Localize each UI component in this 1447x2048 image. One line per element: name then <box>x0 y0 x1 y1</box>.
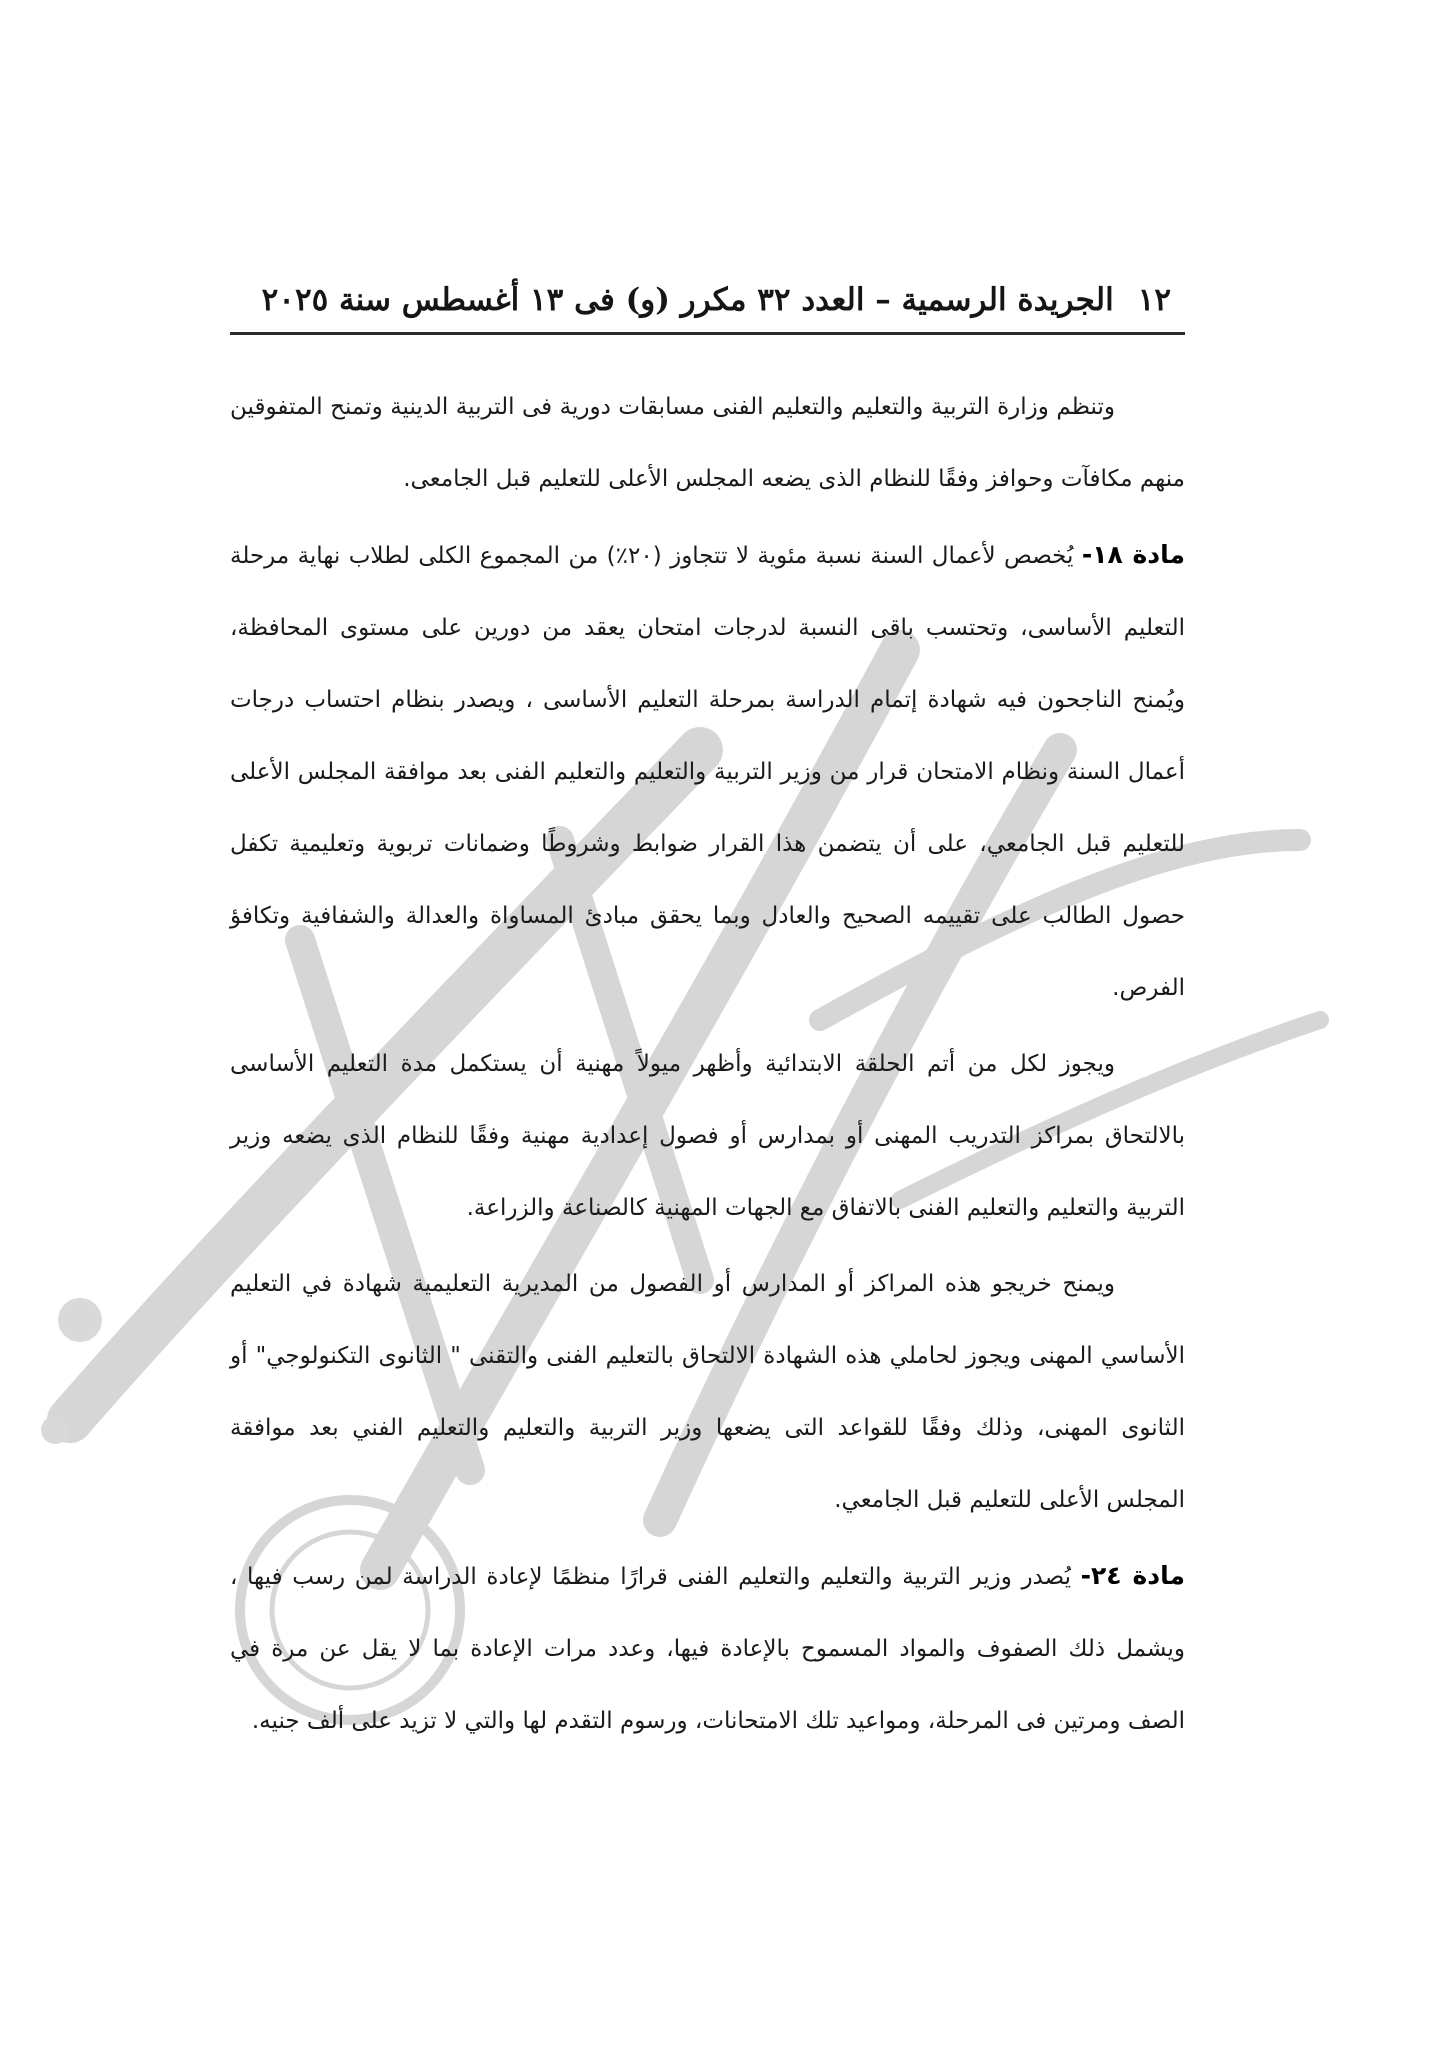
paragraph-text: ويمنح خريجو هذه المراكز أو المدارس أو الفصول من المديرية التعليمية شهادة في التعليم الأساسي المهنى ويجوز لحاملي هذه الشهادة الالتحاق بالتعليم الفنى والتقنى " الثانوى التكنولوجي" أو الثانوى المهنى، وذلك وفقًا للقواعد التى يضعها وزير التربية والتعليم والتعليم الفني بعد موافقة المجلس الأعلى للتعليم قبل الجامعي. <box>230 1271 1185 1513</box>
header-divider <box>230 332 1185 335</box>
article-paragraph <box>230 1540 1185 1757</box>
gazette-title: الجريدة الرسمية – العدد ٣٢ مكرر (و) فى ١٣ أغسطس سنة ٢٠٢٥ <box>261 282 1114 318</box>
paragraph-text: يُصدر وزير التربية والتعليم والتعليم الفنى قرارًا منظمًا لإعادة الدراسة لمن رسب فيها ، ويشمل ذلك الصفوف والمواد المسموح بالإعادة فيها، وعدد مرات الإعادة بما لا يقل عن مرة في الصف ومرتين فى المرحلة، ومواعيد تلك الامتحانات، ورسوم التقدم لها والتي لا تزيد على ألف جنيه. <box>230 1564 1185 1734</box>
paragraph-text: يُخصص لأعمال السنة نسبة مئوية لا تتجاوز (٢٠٪) من المجموع الكلى لطلاب نهاية مرحلة التعليم الأساسى، وتحتسب باقى النسبة لدرجات امتحان يعقد من دورين على مستوى المحافظة، ويُمنح الناجحون فيه شهادة إتمام الدراسة بمرحلة التعليم الأساسى ، ويصدر بنظام احتساب درجات أعمال السنة ونظام الامتحان قرار من وزير التربية والتعليم والتعليم الفنى بعد موافقة المجلس الأعلى للتعليم قبل الجامعي، على أن يتضمن هذا القرار ضوابط وشروطًا وضمانات تربوية وتعليمية تكفل حصول الطالب على تقييمه الصحيح والعادل وبما يحقق مبادئ المساواة والعدالة والشفافية وتكافؤ الفرص. <box>230 543 1185 1001</box>
paragraph <box>230 1248 1185 1536</box>
article-paragraph <box>230 519 1185 1024</box>
paragraph-text: وتنظم وزارة التربية والتعليم والتعليم الفنى مسابقات دورية فى التربية الدينية وتمنح المتفوقين منهم مكافآت وحوافز وفقًا للنظام الذى يضعه المجلس الأعلى للتعليم قبل الجامعى. <box>230 394 1185 492</box>
page-number: ١٢ <box>1137 282 1171 318</box>
article-label: مادة ٢٤- <box>1080 1561 1185 1590</box>
gazette-page <box>230 282 1185 1761</box>
watermark-dot <box>58 1298 102 1342</box>
paragraph <box>230 371 1185 515</box>
watermark-dot <box>41 1416 69 1444</box>
paragraph <box>230 1028 1185 1244</box>
page-header <box>230 282 1185 332</box>
article-label: مادة ١٨- <box>1081 540 1185 569</box>
paragraph-text: ويجوز لكل من أتم الحلقة الابتدائية وأظهر ميولاً مهنية أن يستكمل مدة التعليم الأساسى بالالتحاق بمراكز التدريب المهنى أو بمدارس أو فصول إعدادية مهنية وفقًا للنظام الذى يضعه وزير التربية والتعليم والتعليم الفنى بالاتفاق مع الجهات المهنية كالصناعة والزراعة. <box>230 1051 1185 1221</box>
document-body <box>230 371 1185 1757</box>
